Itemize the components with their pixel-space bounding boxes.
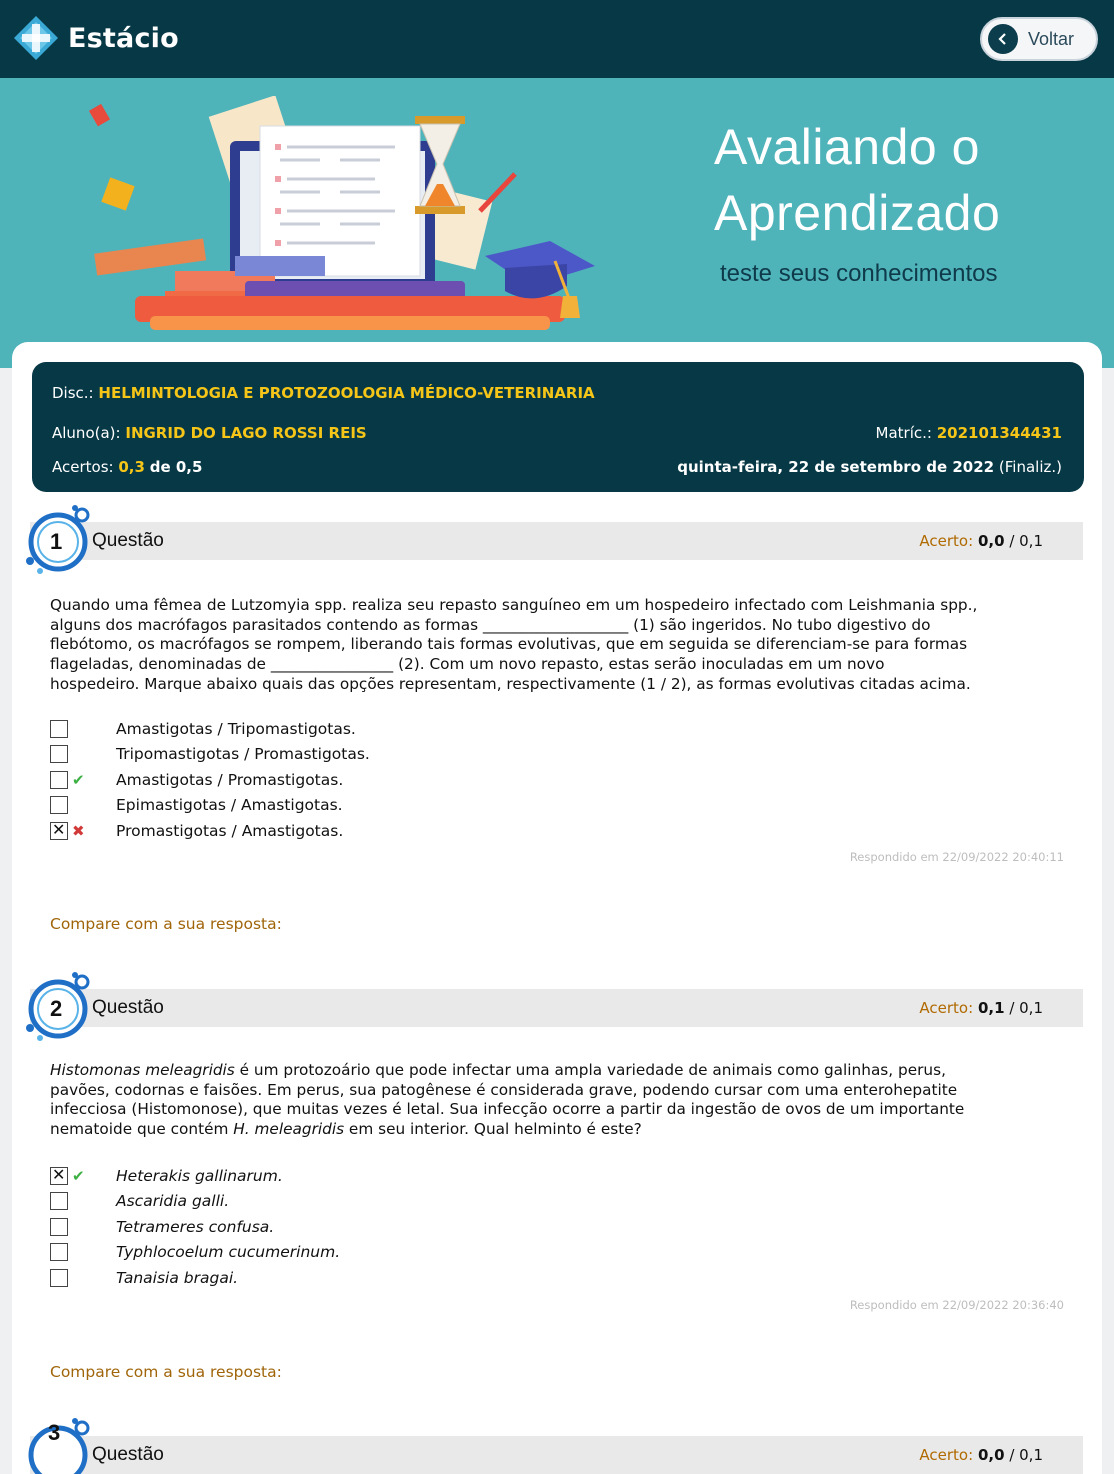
question-3-score-max: / 0,1 [1009, 1446, 1043, 1464]
question-1-header [30, 522, 1083, 560]
option-checkbox-checked[interactable] [50, 822, 68, 840]
option-checkbox-checked[interactable] [50, 1167, 68, 1185]
question-3-score-label: Acerto: [919, 1446, 974, 1464]
question-2-number: 2 [50, 996, 63, 1021]
question-2-text-line [50, 1120, 1065, 1140]
option-checkbox[interactable] [50, 1218, 68, 1236]
question-3-header [30, 1436, 1083, 1474]
text-fragment: nematoide que contém [50, 1120, 234, 1139]
question-2-text-line: infecciosa (Histomonose), que muitas vezes é letal. Sua infecção ocorre a partir da ingestão de ovos de um importante [50, 1100, 965, 1119]
question-1-text [50, 596, 1065, 695]
question-1-option-2[interactable] [50, 743, 370, 765]
question-1-number: 1 [50, 529, 63, 554]
option-text: Amastigotas / Promastigotas. [116, 771, 344, 789]
question-2-text [50, 1061, 1065, 1140]
question-1-text-line: Quando uma fêmea de Lutzomyia spp. realiza seu repasto sanguíneo em um hospedeiro infectado com Leishmania spp., [50, 596, 978, 614]
exam-info-panel [32, 362, 1084, 492]
question-1-text-line: hospedeiro. Marque abaixo quais das opções representam, respectivamente (1 / 2), as formas evolutivas citadas acima. [50, 674, 971, 693]
question-1-text-line: flebótomo, os macrófagos se rompem, liberando tais formas evolutivas, que em seguida se diferenciam-se para formas [50, 635, 968, 654]
option-text: Tripomastigotas / Promastigotas. [116, 745, 370, 763]
exam-status: (Finaliz.) [998, 458, 1062, 476]
check-mark-icon: ✔ [72, 1167, 85, 1185]
question-1-compare-link[interactable]: Compare com a sua resposta: [50, 915, 282, 933]
banner-title-line-2: Aprendizado [714, 185, 1001, 241]
question-3-number: 3 [48, 1420, 61, 1445]
option-text: Tanaisia bragai. [116, 1269, 239, 1287]
text-fragment: em seu interior. Qual helminto é este? [344, 1120, 642, 1139]
score-value: 0,3 [118, 458, 145, 476]
option-checkbox[interactable] [50, 720, 68, 738]
estacio-logo-icon [12, 14, 60, 62]
question-2-option-1[interactable] [50, 1165, 283, 1187]
exam-date: quinta-feira, 22 de setembro de 2022 [677, 458, 995, 476]
question-2-text-line: pavões, codornas e faisões. Em perus, sua patogênese é considerada grave, podendo cursar com uma enterohepatite [50, 1080, 958, 1099]
question-2-label: Questão [92, 997, 164, 1018]
question-1-score-max: / 0,1 [1009, 532, 1043, 550]
chevron-left-icon [988, 24, 1018, 54]
top-bar [0, 0, 1114, 78]
option-checkbox[interactable] [50, 771, 68, 789]
question-2-option-5[interactable] [50, 1267, 239, 1289]
text-fragment: é um protozoário que pode infectar uma ampla variedade de animais como galinhas, perus, [234, 1061, 946, 1079]
question-2-option-4[interactable] [50, 1241, 341, 1263]
question-1-option-3[interactable] [50, 769, 344, 791]
option-text: Tetrameres confusa. [116, 1218, 275, 1236]
question-3-score [919, 1446, 1043, 1464]
question-2-option-3[interactable] [50, 1216, 275, 1238]
question-2-header [30, 989, 1083, 1027]
registration-label: Matríc.: [875, 424, 932, 442]
question-1-score [919, 532, 1043, 550]
hero-banner [0, 78, 1114, 368]
question-2-compare-link[interactable]: Compare com a sua resposta: [50, 1363, 282, 1381]
student-row [52, 424, 367, 442]
option-checkbox[interactable] [50, 1243, 68, 1261]
question-2-option-2[interactable] [50, 1190, 230, 1212]
question-1-answered-time: Respondido em 22/09/2022 20:40:11 [849, 850, 1064, 864]
score-total: de 0,5 [149, 458, 203, 476]
option-text: Epimastigotas / Amastigotas. [116, 796, 343, 814]
question-1-option-4[interactable] [50, 794, 343, 816]
question-2-answered-time: Respondido em 22/09/2022 20:36:40 [849, 1298, 1064, 1312]
question-1-text-line: flageladas, denominadas de ________________ (2). Com um novo repasto, estas serão inoculadas em um novo [50, 655, 885, 674]
back-button[interactable] [980, 17, 1098, 61]
question-1-score-value: 0,0 [977, 532, 1005, 550]
discipline-row [52, 384, 595, 402]
question-1-label: Questão [92, 530, 164, 551]
student-name: INGRID DO LAGO ROSSI REIS [125, 424, 367, 442]
registration-row [876, 424, 1062, 442]
score-label: Acertos: [52, 458, 114, 476]
species-name: H. meleagridis [233, 1120, 345, 1139]
discipline-value: HELMINTOLOGIA E PROTOZOOLOGIA MÉDICO-VETERINARIA [98, 384, 595, 402]
question-2-text-line [50, 1061, 1065, 1081]
question-1-option-1[interactable] [50, 718, 356, 740]
check-mark-icon: ✔ [72, 771, 85, 789]
option-checkbox[interactable] [50, 1192, 68, 1210]
brand-name: Estácio [68, 22, 179, 54]
date-row [677, 458, 1062, 476]
question-3-score-value: 0,0 [977, 1446, 1005, 1464]
question-2-score [919, 999, 1043, 1017]
question-1-option-5[interactable] [50, 820, 344, 842]
option-text: Amastigotas / Tripomastigotas. [116, 720, 356, 738]
score-row [52, 458, 202, 476]
exam-illustration [75, 96, 635, 336]
option-checkbox[interactable] [50, 1269, 68, 1287]
banner-title-line-1: Avaliando o [714, 119, 980, 175]
question-1-score-label: Acerto: [919, 532, 974, 550]
question-3-label: Questão [92, 1444, 164, 1465]
option-checkbox[interactable] [50, 745, 68, 763]
option-text: Heterakis gallinarum. [116, 1167, 283, 1185]
question-2-score-value: 0,1 [977, 999, 1005, 1017]
banner-subtitle: teste seus conhecimentos [720, 260, 998, 287]
question-1-text-line: alguns dos macrófagos parasitados contendo as formas ___________________ (1) são ingeridos. No tubo digestivo do [50, 615, 931, 634]
banner-title [714, 114, 1094, 246]
question-2-score-label: Acerto: [919, 999, 974, 1017]
option-checkbox[interactable] [50, 796, 68, 814]
discipline-label: Disc.: [52, 384, 94, 402]
option-text: Typhlocoelum cucumerinum. [116, 1243, 341, 1261]
option-text: Promastigotas / Amastigotas. [116, 822, 344, 840]
brand-logo[interactable] [12, 14, 179, 62]
option-text: Ascaridia galli. [116, 1192, 230, 1210]
back-button-label: Voltar [1028, 28, 1075, 49]
species-name: Histomonas meleagridis [50, 1061, 235, 1079]
registration-number: 202101344431 [936, 424, 1062, 442]
student-label: Aluno(a): [52, 424, 121, 442]
cross-mark-icon: ✖ [72, 822, 85, 840]
question-2-score-max: / 0,1 [1009, 999, 1043, 1017]
